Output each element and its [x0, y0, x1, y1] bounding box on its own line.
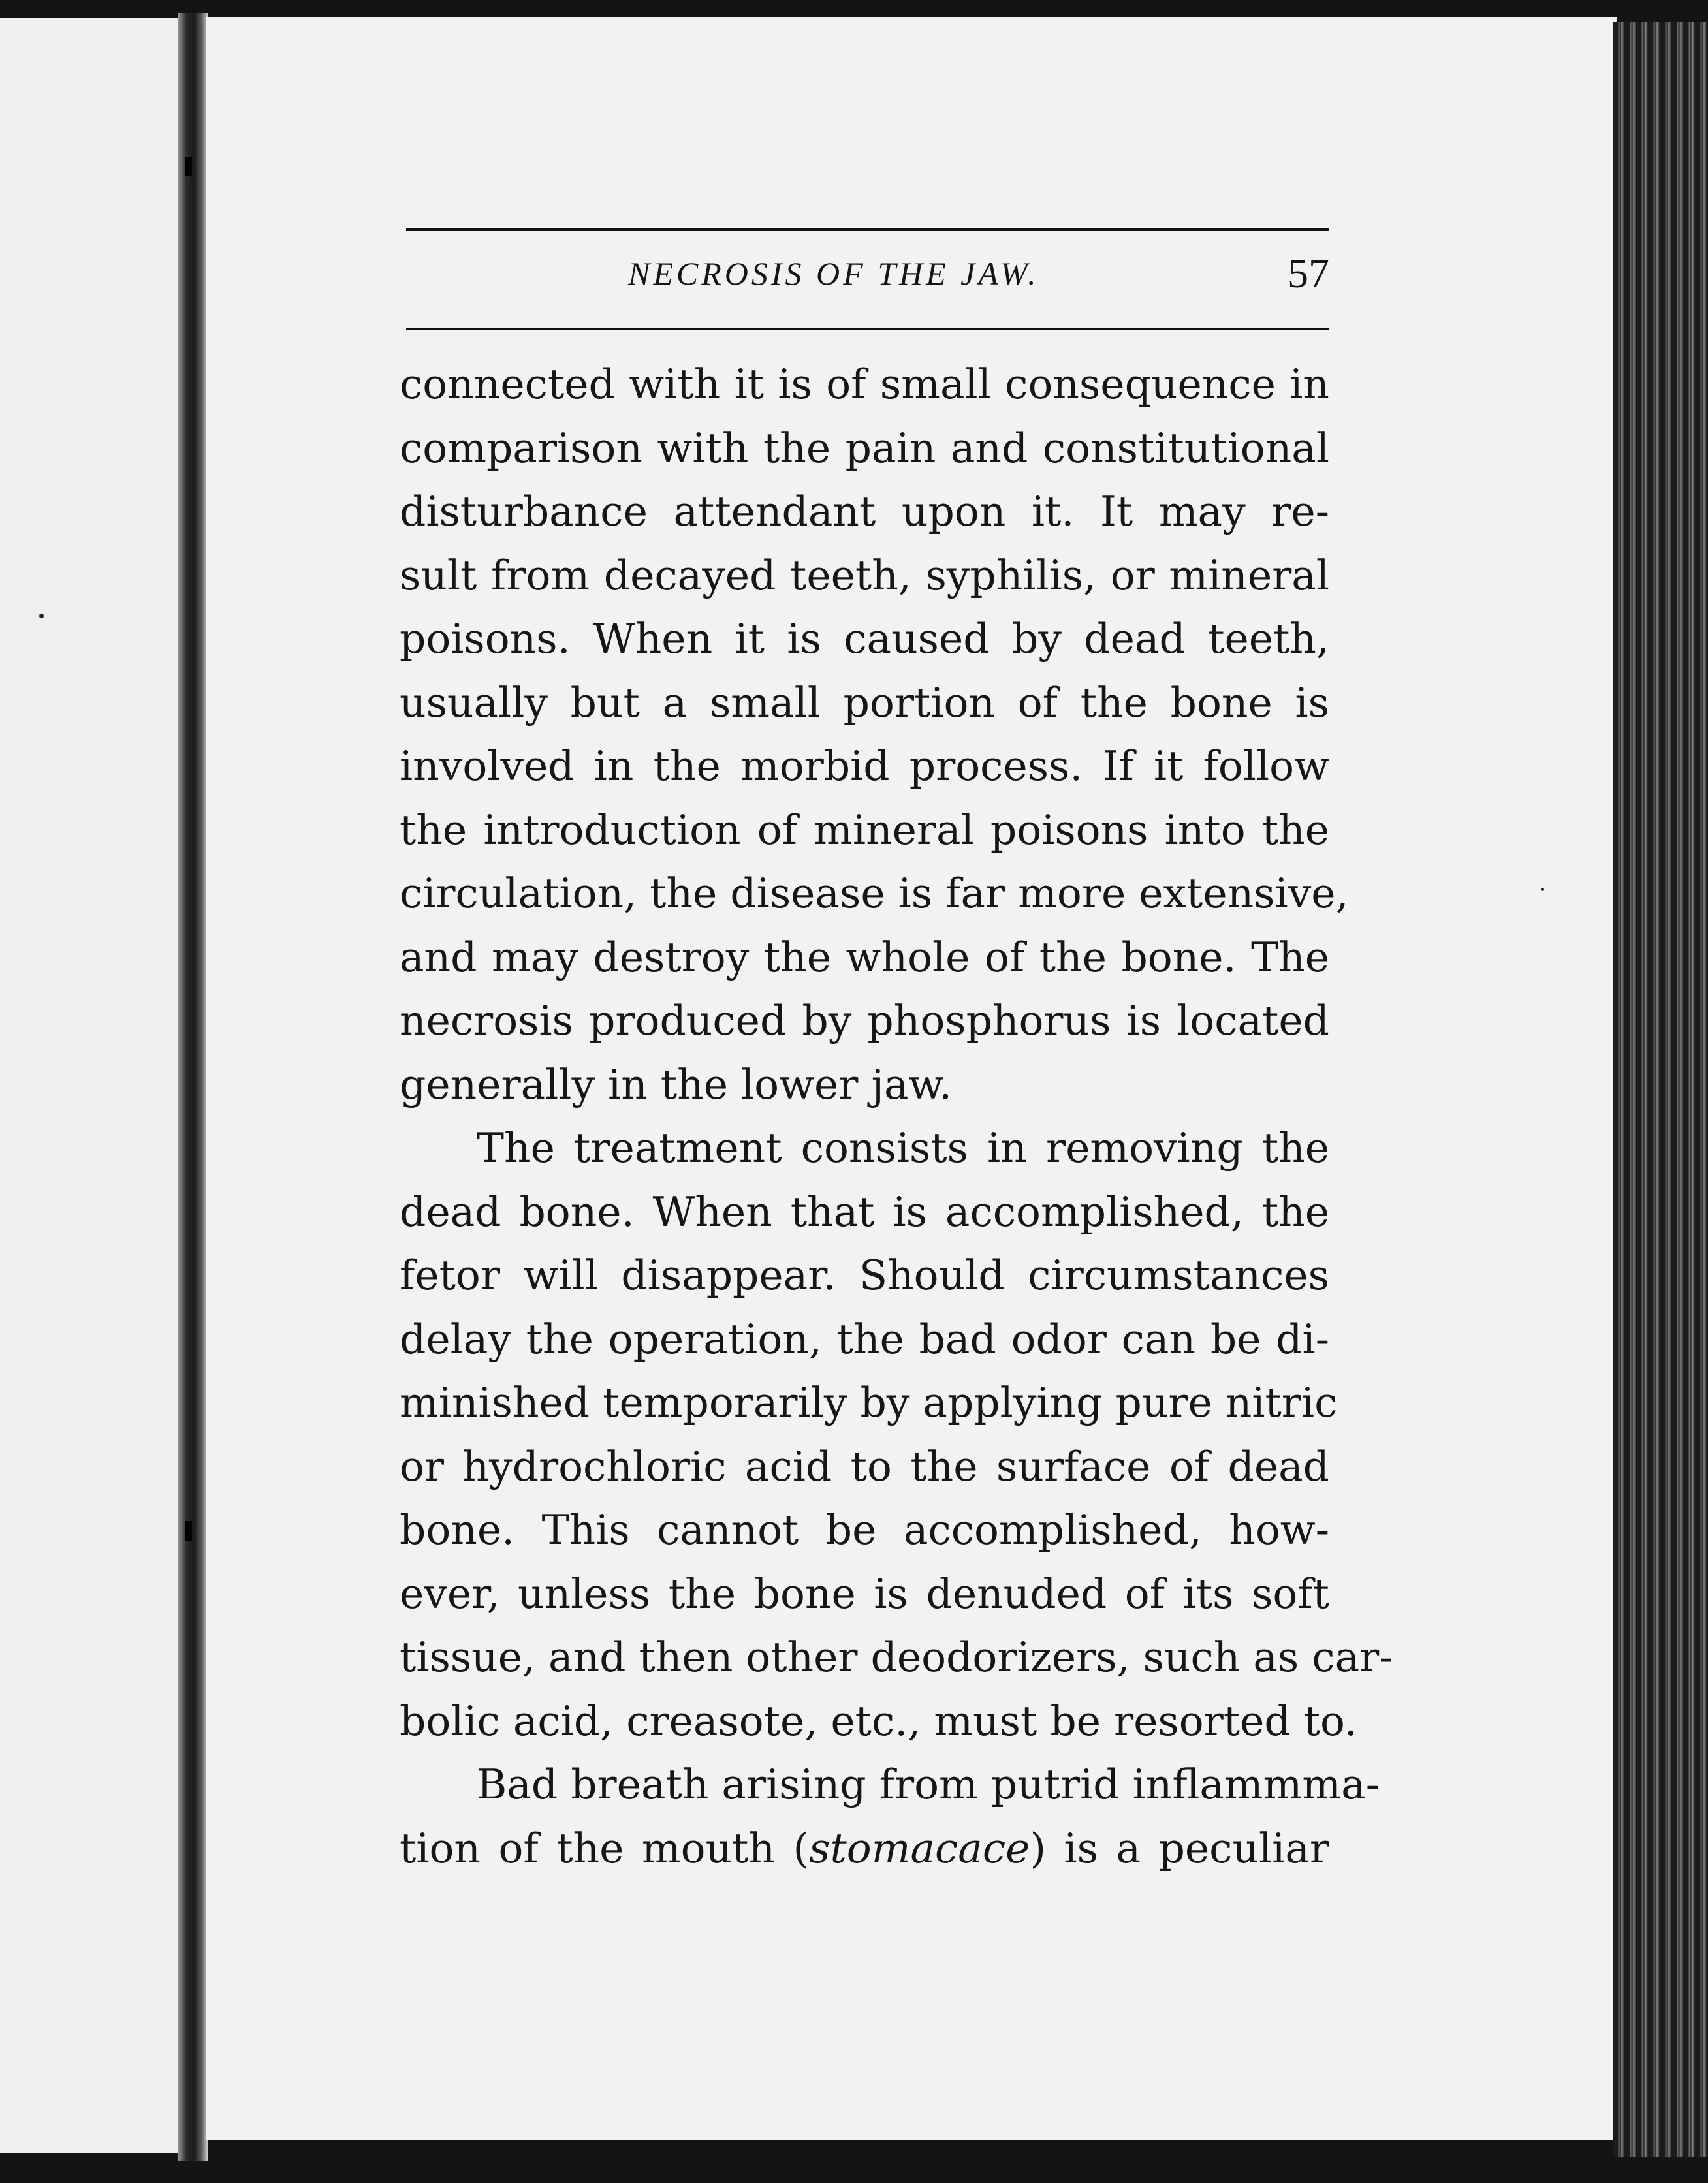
header-rule-top [406, 228, 1329, 231]
text-line: comparison with the pain and constitutional [400, 424, 1329, 472]
text-line: involved in the morbid process. If it follow [400, 742, 1329, 790]
running-title: NECROSIS OF THE JAW. [628, 255, 1039, 292]
scan-speck [39, 614, 44, 618]
text-line: sult from decayed teeth, syphilis, or mineral [400, 551, 1329, 599]
text-fragment: tion of the mouth [400, 1824, 776, 1872]
text-line: connected with it is of small consequence in [400, 360, 1329, 408]
text-line: the introduction of mineral poisons into the [400, 806, 1329, 854]
text-line: circulation, the disease is far more extensive, [400, 870, 1349, 917]
facing-page-edge [0, 18, 186, 2153]
binding-thread [185, 1521, 192, 1541]
text-line: tissue, and then other deodorizers, such as car- [400, 1633, 1393, 1681]
text-line: necrosis produced by phosphorus is located [400, 997, 1329, 1044]
text-line: The treatment consists in removing the [477, 1124, 1329, 1172]
text-fragment: ) is a peculiar [1030, 1824, 1330, 1872]
text-line: dead bone. When that is accomplished, the [400, 1187, 1329, 1236]
text-line: generally in the lower jaw. [400, 1060, 953, 1108]
text-line: fetor will disappear. Should circumstances [400, 1251, 1329, 1299]
text-line: or hydrochloric acid to the surface of dead [400, 1442, 1329, 1490]
text-line: minished temporarily by applying pure nitric [400, 1379, 1338, 1426]
text-line: poisons. When it is caused by dead teeth, [400, 615, 1329, 663]
book-gutter [178, 13, 208, 2161]
text-line: usually but a small portion of the bone is [400, 678, 1329, 727]
scan-speck [1541, 888, 1544, 891]
italic-term: stomacace [809, 1824, 1030, 1872]
header-rule-bottom [406, 328, 1329, 330]
page-number: 57 [1288, 250, 1329, 296]
binding-thread [185, 157, 192, 176]
text-line: bolic acid, creasote, etc., must be resorted to. [400, 1697, 1357, 1745]
text-line: bone. This cannot be accomplished, how- [400, 1506, 1329, 1554]
text-fragment: ( [775, 1824, 810, 1872]
text-line: Bad breath arising from putrid inflammma- [477, 1761, 1380, 1808]
text-line-final [400, 1817, 1329, 1881]
text-line: ever, unless the bone is denuded of its soft [400, 1569, 1329, 1618]
body-text [400, 353, 1393, 1880]
running-head [406, 250, 1329, 307]
page-stack-edges [1613, 22, 1708, 2157]
text-line: and may destroy the whole of the bone. The [400, 933, 1329, 981]
text-line: disturbance attendant upon it. It may re- [400, 488, 1329, 535]
text-line: delay the operation, the bad odor can be di- [400, 1315, 1329, 1363]
